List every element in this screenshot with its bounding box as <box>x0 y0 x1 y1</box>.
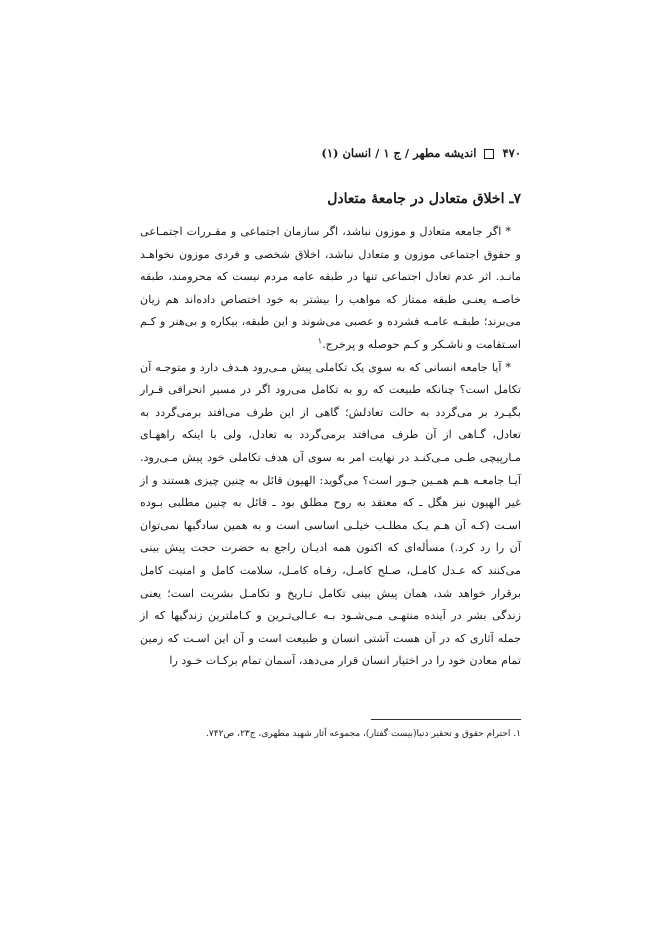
section-title: ۷ـ اخلاق متعادل در جامعهٔ متعادل <box>327 191 521 207</box>
footnote-divider <box>371 719 521 720</box>
paragraph-1 <box>140 221 521 357</box>
footnote-1: ۱. احترام حقوق و تحقیر دنیا(بیست گفتار)، مجموعه آثار شهید مطهری، ج۲۳، ص۷۴۲. <box>206 729 521 739</box>
page-number: ۴۷۰ <box>502 146 521 160</box>
body-text <box>140 221 521 673</box>
square-box-icon <box>484 149 494 159</box>
paragraph-2: * آیا جامعه انسانی که به سوی یک تکاملی پیش مـی‌رود هـدف دارد و متوجـه آن تکامل است؟ چنانکه طبیعت که رو به تکامل می‌رود اگر در مسیر انحرافی قـرار بگیـرد بر می‌گردد به حالت تعادلش؛ گاهی از این طرف می‌افتد برمی‌گردد به تعادل، گـاهی از آن طرف می‌افتد برمی‌گردد به تعادل، ولی با اینکه راههـای مـارپیچی طـی مـی‌کنـد در نهایت امر به سوی آن هدف تکاملی خود پیش مـی‌رود. آیـا جامعـه هـم همـین جـور است؟ می‌گوید: الهیون قائل به چنین چیزی هستند و از غیر الهیون نیز هگل ـ که معتقد به روح مطلق بود ـ قائل به چنین مطلبی بـوده اسـت (کـه آن هـم یـک مطلـب خیلـی اساسی است و به همین سادگیها نمی‌توان آن را رد کرد.) مسأله‌ای که اکنون همه ادیـان راجع به حضرت حجت پیش بینی می‌کنند که عـدل کامـل، صـلح کامـل، رفـاه کامـل، سلامت کامل و امنیت کامل برقرار خواهد شد، همان پیش بینی تکامل تـاریخ و تکامـل بشریت است؛ یعنی زندگی بشر در آینده منتهـی مـی‌شـود بـه عـالی‌تـرین و کـاملترین زندگیها که از جمله آثاری که در آن هست آشتی انسان و طبیعت است و آن این اسـت که زمین تمام معادن خود را در اختیار انسان قرار می‌دهد، آسمان تمام برکـات خـود را <box>140 360 521 668</box>
paragraph-1-text: * اگر جامعه متعادل و موزون نباشد، اگر سازمان اجتماعی و مقـررات اجتمـاعی و حقوق اجتماعی موزون و متعادل نباشد، اخلاق شخصی و فردی موزون نخواهـد مانـد. اثر عدم تعادل اجتماعی تنها در طبقه عامه مردم نیست که محرومند، طبقه خاصـه یعنـی طبقه ممتاز که مواهب را بیشتر به خود اختصاص داده‌اند هم زیان می‌برند؛ طبقـه عامـه فشرده و عصبی می‌شوند و این طبقه، بیکاره و بی‌هنر و کـم اسـتقامت و ناشـکر و کـم حوصله و پرخرج. <box>140 225 521 351</box>
running-title: اندیشه مطهر / ج ۱ / انسان (۱) <box>321 146 477 160</box>
footnote-reference[interactable]: ۱ <box>317 336 323 346</box>
running-header <box>140 146 521 160</box>
